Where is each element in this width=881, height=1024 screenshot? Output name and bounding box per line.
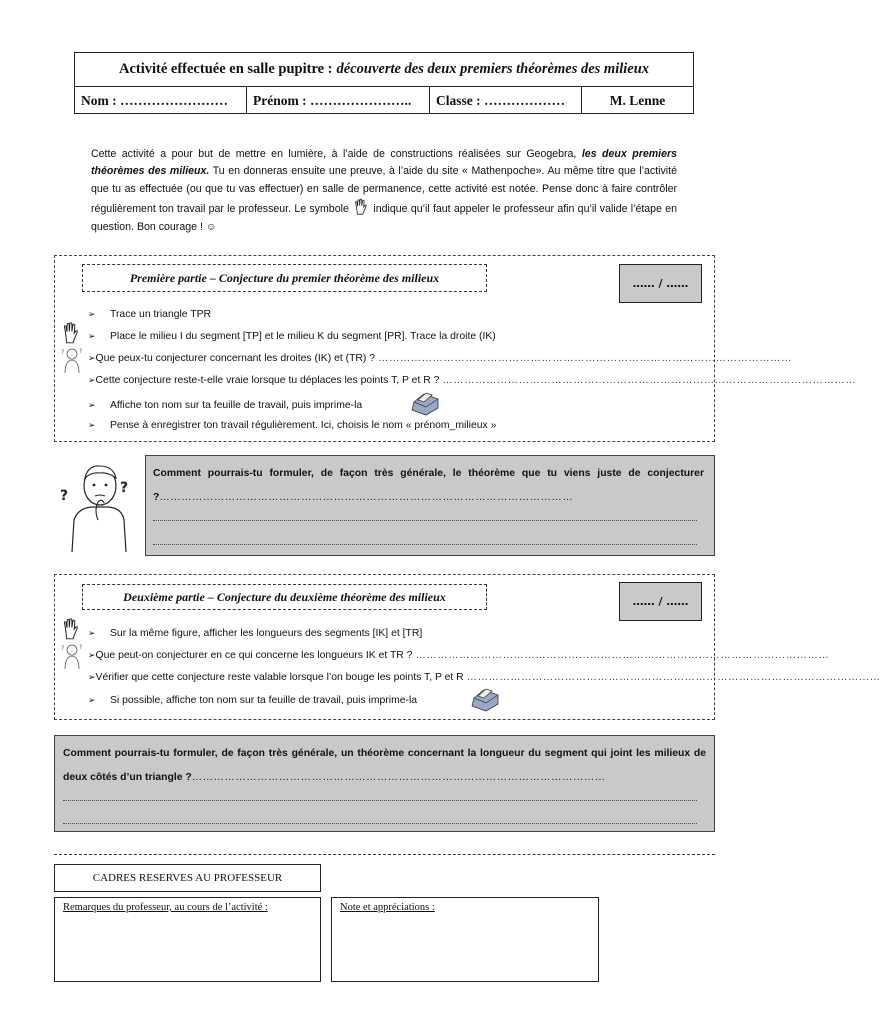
arrow-bullet-icon: ➢ xyxy=(88,330,96,341)
answer-line[interactable] xyxy=(63,800,697,801)
question2-label: Comment pourrais-tu formuler, de façon très générale, un théorème concernant la longueur du segment qui joint les milieux de deux côtés d’un triangle ? xyxy=(63,748,706,783)
arrow-bullet-icon: ➢ xyxy=(88,419,96,430)
question1-text: Comment pourrais-tu formuler, de façon très générale, le théorème que tu viens juste de conjecturer ?…………………………………………………………………………………………………… xyxy=(153,468,704,503)
list-item xyxy=(88,647,830,663)
raised-hand-icon xyxy=(352,198,370,216)
item-text: Affiche ton nom sur ta feuille de travail, puis imprime-la xyxy=(110,399,363,411)
thinking-child-icon xyxy=(60,642,84,670)
header-table xyxy=(74,52,694,114)
item-text: Que peut-on conjecturer en ce qui concerne les longueurs IK et TR ? xyxy=(95,649,413,661)
arrow-bullet-icon: ➢ xyxy=(88,694,96,705)
part1-title: Première partie – Conjecture du premier théorème des milieux xyxy=(82,264,487,292)
answer-dots[interactable]: …………………………………………………………………………………………………… xyxy=(415,649,830,661)
teacher-name: M. Lenne xyxy=(609,92,666,108)
arrow-bullet-icon: ➢ xyxy=(88,627,96,638)
item-text: Cette conjecture reste-t-elle vraie lorsque tu déplaces les points T, P et R ? xyxy=(95,374,440,386)
intro-text-2: Tu en donneras ensuite une preuve, à l’aide du site « Mathenpoche». Au même titre que l’activité que tu as effectuée (ou que tu vas effectuer) en salle de permanence, cette activité est notée. Pense donc à faire contrôler régulièrement ton travail par le professeur. Le symbole xyxy=(91,165,677,216)
intro-bold: les deux premiers théorèmes des milieux. xyxy=(91,148,677,178)
nom-field[interactable]: Nom : …………………… xyxy=(75,87,247,114)
item-text: Pense à enregistrer ton travail régulièrement. Ici, choisis le nom « prénom_milieux » xyxy=(110,419,497,431)
list-item xyxy=(88,417,700,433)
answer-dots[interactable]: …………………………………………………………………………………………………… xyxy=(466,671,881,683)
answer-line[interactable] xyxy=(153,544,697,545)
item-text: Que peux-tu conjecturer concernant les droites (IK) et (TR) ? xyxy=(95,352,376,364)
teacher-section-title: CADRES RESERVES AU PROFESSEUR xyxy=(54,864,321,892)
raised-hand-icon xyxy=(60,617,82,641)
item-text: Sur la même figure, afficher les longueurs des segments [IK] et [TR] xyxy=(110,627,423,639)
printer-icon xyxy=(408,390,442,418)
raised-hand-icon xyxy=(60,321,82,345)
svg-text:?: ? xyxy=(120,480,129,496)
title-italic: découverte des deux premiers théorèmes des milieux xyxy=(336,61,650,77)
notes-label: Note et appréciations : xyxy=(340,902,435,913)
remarks-box[interactable] xyxy=(54,897,321,982)
list-item xyxy=(88,328,700,344)
answer-line[interactable] xyxy=(153,520,697,521)
item-text: Vérifier que cette conjecture reste valable lorsque l’on bouge les points T, P et R xyxy=(95,671,464,683)
part2-score: …… / …… xyxy=(619,582,702,621)
thinking-child-icon xyxy=(60,346,84,374)
part2-title: Deuxième partie – Conjecture du deuxième théorème des milieux xyxy=(82,584,487,610)
list-item xyxy=(88,395,700,415)
title-plain: Activité effectuée en salle pupitre : xyxy=(118,61,333,77)
list-item xyxy=(88,625,700,641)
item-text: Si possible, affiche ton nom sur ta feuille de travail, puis imprime-la xyxy=(110,694,418,706)
arrow-bullet-icon: ➢ xyxy=(88,374,96,385)
remarks-label: Remarques du professeur, au cours de l’activité : xyxy=(63,902,268,913)
svg-text:?: ? xyxy=(61,349,65,356)
printer-icon xyxy=(468,686,502,714)
part1-score: …… / …… xyxy=(619,264,702,303)
arrow-bullet-icon: ➢ xyxy=(88,308,96,319)
intro-text-1: Cette activité a pour but de mettre en lumière, à l’aide de constructions réalisées sur Geogebra, xyxy=(91,148,577,160)
arrow-bullet-icon: ➢ xyxy=(88,399,96,410)
arrow-bullet-icon: ➢ xyxy=(88,671,96,682)
question2-text: Comment pourrais-tu formuler, de façon très générale, un théorème concernant la longueur du segment qui joint les milieux de deux côtés d’un triangle ?…………………………………………………………………………………………………… xyxy=(63,748,706,783)
arrow-bullet-icon: ➢ xyxy=(88,649,96,660)
answer-line[interactable] xyxy=(63,823,697,824)
list-item xyxy=(88,372,857,388)
svg-text:?: ? xyxy=(61,645,65,652)
list-item xyxy=(88,350,792,366)
intro-paragraph xyxy=(91,146,677,236)
list-item xyxy=(88,690,700,710)
thinking-boy-icon xyxy=(58,460,138,554)
answer-dots[interactable]: …………………………………………………………………………………………………… xyxy=(442,374,857,386)
item-text: Place le milieu I du segment [TP] et le milieu K du segment [PR]. Trace la droite (IK) xyxy=(110,330,496,342)
list-item xyxy=(88,306,700,322)
answer-dots[interactable]: …………………………………………………………………………………………………… xyxy=(378,352,792,364)
classe-field[interactable]: Classe : ……………… xyxy=(430,87,582,114)
svg-text:?: ? xyxy=(79,348,83,355)
item-text: Trace un triangle TPR xyxy=(110,308,212,320)
question1-label: Comment pourrais-tu formuler, de façon très générale, le théorème que tu viens juste de conjecturer ? xyxy=(153,468,704,503)
prenom-field[interactable]: Prénom : ………………….. xyxy=(247,87,430,114)
activity-title xyxy=(75,53,693,87)
list-item xyxy=(88,669,881,685)
arrow-bullet-icon: ➢ xyxy=(88,352,96,363)
svg-text:?: ? xyxy=(79,644,83,651)
cut-line xyxy=(54,854,715,855)
intro-text-3: indique qu’il faut appeler le professeur afin qu’il valide l’étape en question. Bon courage ! ☺ xyxy=(91,203,678,233)
notes-box[interactable] xyxy=(331,897,599,982)
svg-text:?: ? xyxy=(60,488,69,504)
